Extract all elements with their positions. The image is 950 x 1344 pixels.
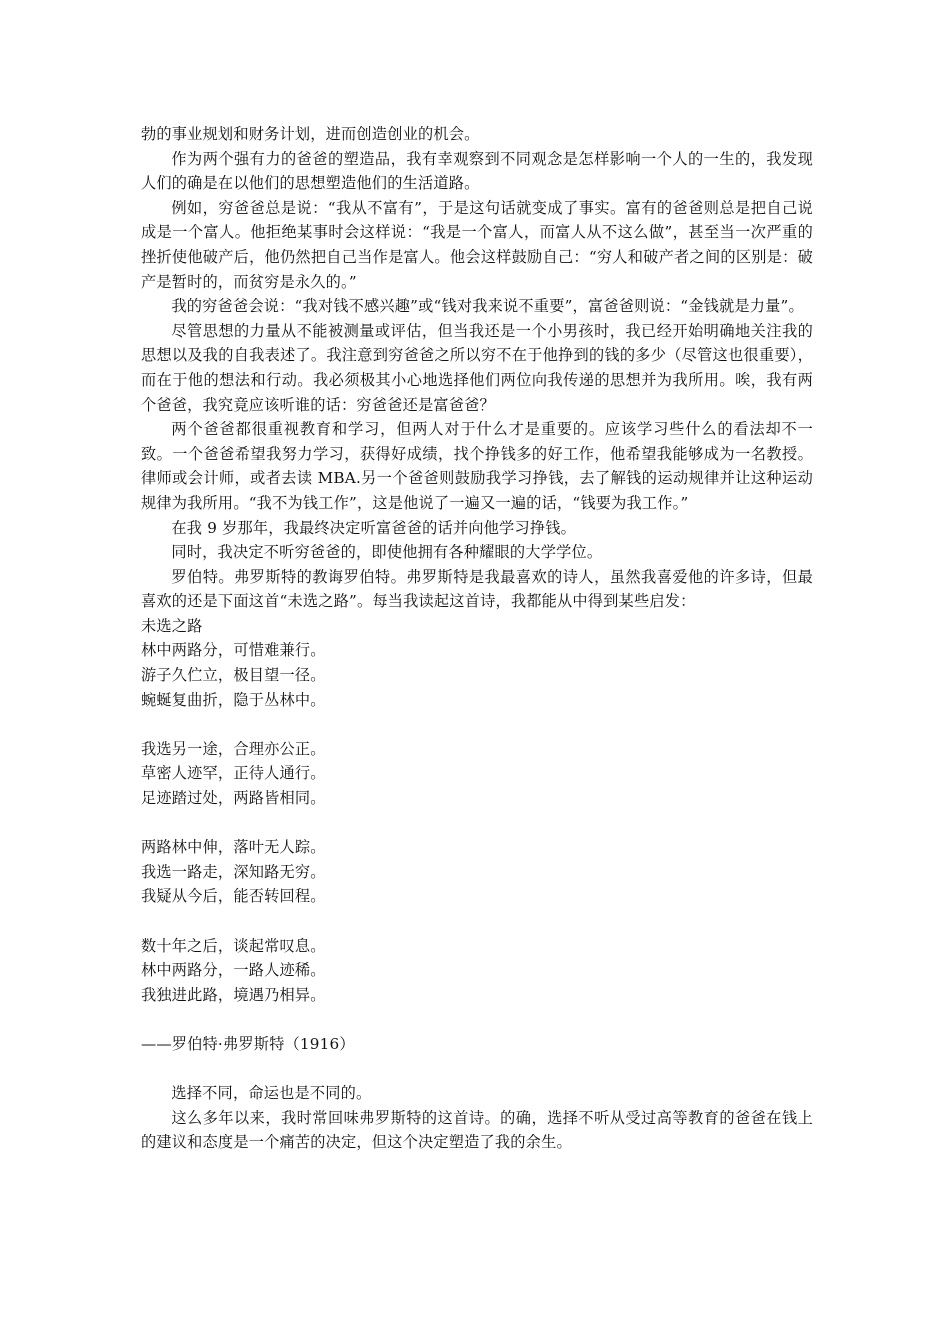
poem-stanza — [141, 934, 813, 1008]
poem-title: 未选之路 — [141, 616, 203, 635]
paragraph-robert-frost-intro: 罗伯特。弗罗斯特的教诲罗伯特。弗罗斯特是我最喜欢的诗人，虽然我喜爱他的许多诗，但最喜欢的还是下面这首“未选之路”。每当我读起这首诗，我都能从中得到某些启发： — [141, 567, 813, 611]
paragraph-education-views: 两个爸爸都很重视教育和学习，但两人对于什么才是重要的。应该学习些什么的看法却不一致。一个爸爸希望我努力学习，获得好成绩，找个挣钱多的好工作，他希望我能够成为一名教授。律师或会计师，或者去读 MBA.另一个爸爸则鼓励我学习挣钱，去了解钱的运动规律并让这种运动规律为我所用。“我不为钱工作”，这是他说了一遍又一遍的话，“钱要为我工作。” — [141, 420, 813, 512]
paragraph-age-nine-decision: 在我 9 岁那年，我最终决定听富爸爸的话并向他学习挣钱。 — [171, 518, 576, 537]
poem-line: 我选另一途，合理亦公正。 — [141, 739, 326, 758]
poem-line: 我疑从今后，能否转回程。 — [141, 887, 326, 906]
poem-line: 我独进此路，境遇乃相异。 — [141, 985, 326, 1004]
poem-stanza — [141, 638, 813, 712]
paragraph-two-dads-shaping: 作为两个强有力的爸爸的塑造品，我有幸观察到不同观念是怎样影响一个人的一生的，我发现人们的确是在以他们的思想塑造他们的生活道路。 — [141, 149, 813, 193]
poem-stanza — [141, 737, 813, 811]
poem-attribution: ——罗伯特·弗罗斯特（1916） — [141, 1034, 355, 1053]
poem-line: 游子久伫立，极目望一径。 — [141, 666, 326, 685]
paragraph-rich-vs-broke: 例如，穷爸爸总是说：“我从不富有”，于是这句话就变成了事实。富有的爸爸则总是把自己说成是一个富人。他拒绝某事时会这样说：“我是一个富人，而富人从不这么做”，甚至当一次严重的挫折使他破产后，他仍然把自己当作是富人。他会这样鼓励自己：“穷人和破产者之间的区别是：破产是暂时的，而贫穷是永久的。” — [141, 198, 813, 291]
poem-line: 草密人迹罕，正待人通行。 — [141, 764, 326, 783]
poem-line: 两路林中伸，落叶无人踪。 — [141, 838, 326, 857]
paragraph-continuation: 勃的事业规划和财务计划，进而创造创业的机会。 — [141, 125, 480, 143]
paragraph-not-listen-poor-dad: 同时，我决定不听穷爸爸的，即使他拥有各种耀眼的大学学位。 — [171, 543, 603, 562]
poem-line: 蜿蜒复曲折，隐于丛林中。 — [141, 690, 326, 709]
paragraph-reflection: 这么多年以来，我时常回味弗罗斯特的这首诗。的确，选择不听从受过高等教育的爸爸在钱上的建议和态度是一个痛苦的决定，但这个决定塑造了我的余生。 — [141, 1108, 813, 1152]
poem-line: 林中两路分，一路人迹稀。 — [141, 961, 326, 980]
poem-line: 林中两路分，可惜难兼行。 — [141, 641, 326, 660]
poem-line: 足迹踏过处，两路皆相同。 — [141, 789, 326, 808]
paragraph-money-is-power: 我的穷爸爸会说：“我对钱不感兴趣”或“钱对我来说不重要”，富爸爸则说：“金钱就是力量”。 — [171, 297, 804, 316]
poem-line: 我选一路走，深知路无穷。 — [141, 862, 326, 881]
poem-stanza — [141, 835, 813, 909]
paragraph-different-choices: 选择不同，命运也是不同的。 — [171, 1084, 372, 1103]
paragraph-power-of-thought: 尽管思想的力量从不能被测量或评估，但当我还是一个小男孩时，我已经开始明确地关注我的思想以及我的自我表述了。我注意到穷爸爸之所以穷不在于他挣到的钱的多少（尽管这也很重要），而在于他的想法和行动。我必须极其小心地选择他们两位向我传递的思想并为我所用。唉，我有两个爸爸，我究竟应该听谁的话：穷爸爸还是富爸爸？ — [141, 321, 813, 414]
poem-line: 数十年之后，谈起常叹息。 — [141, 936, 326, 955]
document-body — [141, 122, 813, 1155]
